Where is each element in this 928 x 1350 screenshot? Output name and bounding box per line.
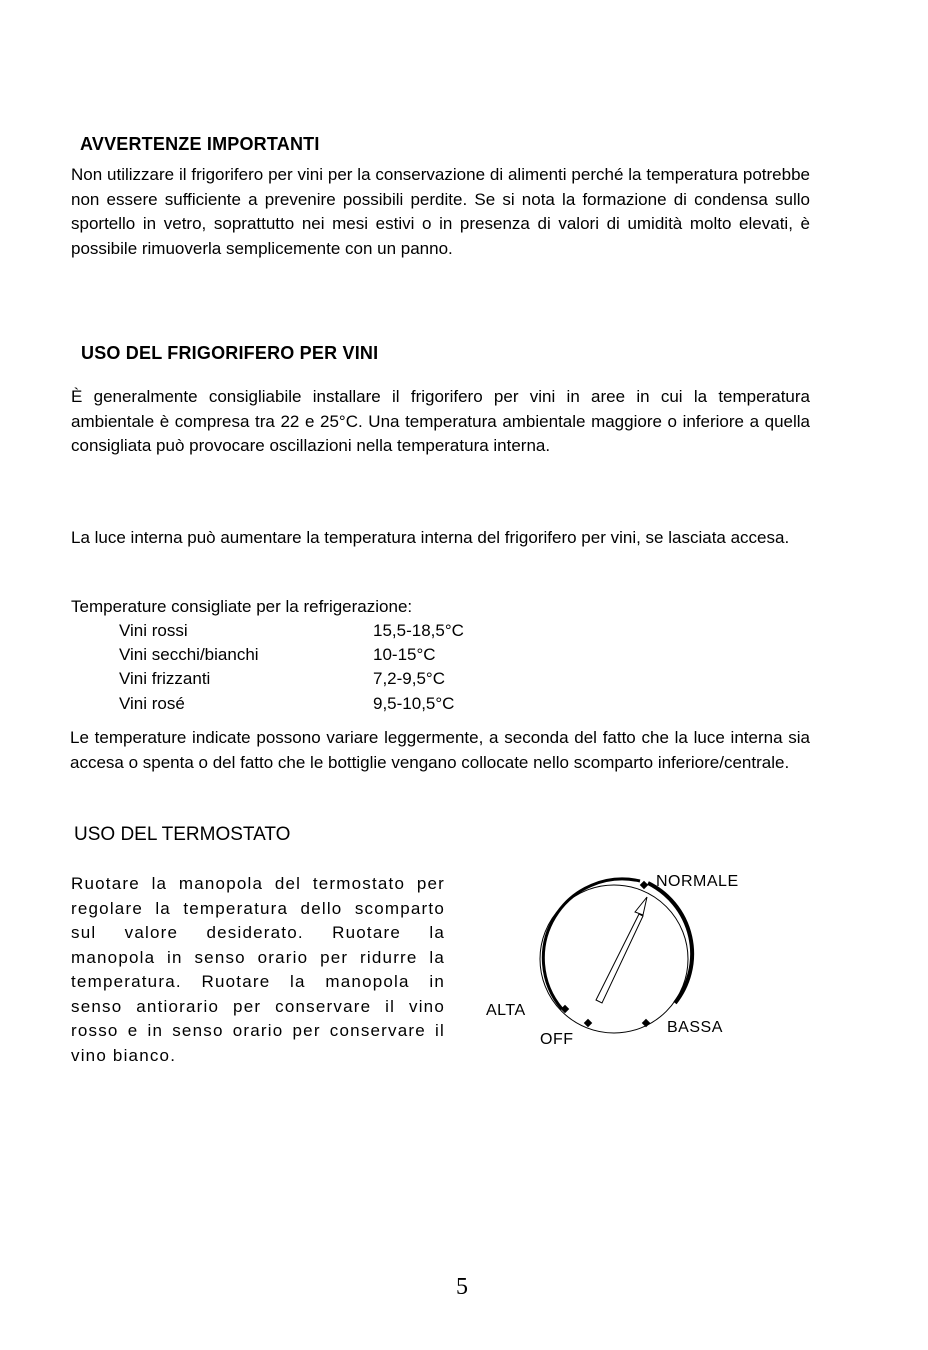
wine-type: Vini rossi — [119, 621, 188, 640]
wine-temperature: 15,5-18,5°C — [373, 621, 464, 640]
dial-label-normale: NORMALE — [656, 873, 739, 890]
paragraph-termostato: Ruotare la manopola del termostato per regolare la temperatura dello scomparto sul valore desiderato. Ruotare la manopola in senso orario per ridurre la temperatura. Ruotare la manopola in senso antiorario per conservare il vino rosso e in senso orario per conservare il vino bianco. — [71, 874, 445, 1065]
temperature-intro: Temperature consigliate per la refrigerazione: — [71, 597, 413, 616]
temperature-row — [119, 643, 519, 667]
temperature-row — [119, 619, 519, 643]
page-number: 5 — [456, 1274, 468, 1300]
dial-pointer — [596, 897, 647, 1003]
section-title-uso-frigorifero: USO DEL FRIGORIFERO PER VINI — [81, 343, 379, 363]
wine-type: Vini secchi/bianchi — [119, 645, 259, 664]
marker-bassa — [642, 1019, 650, 1027]
temperature-row — [119, 692, 519, 716]
marker-off — [584, 1019, 592, 1027]
dial-label-bassa: BASSA — [667, 1019, 723, 1036]
wine-temperature: 10-15°C — [373, 645, 436, 664]
wine-temperature: 9,5-10,5°C — [373, 694, 455, 713]
section-title-termostato: USO DEL TERMOSTATO — [74, 824, 291, 845]
dial-scale-arc-right — [648, 883, 692, 1003]
dial-scale-arc-left — [543, 879, 640, 1009]
temperature-row — [119, 667, 519, 691]
thermostat-dial-diagram — [470, 860, 770, 1060]
wine-type: Vini frizzanti — [119, 669, 211, 688]
marker-normale — [640, 881, 648, 889]
paragraph-variazioni: Le temperature indicate possono variare leggermente, a seconda del fatto che la luce interna sia accesa o spenta o del fatto che le bottiglie vengano collocate nello scomparto inferiore/centrale. — [70, 728, 810, 772]
paragraph-luce-interna: La luce interna può aumentare la temperatura interna del frigorifero per vini, se lasciata accesa. — [71, 528, 790, 547]
section-title-avvertenze: AVVERTENZE IMPORTANTI — [80, 134, 320, 154]
paragraph-temperatura-ambientale: È generalmente consigliabile installare il frigorifero per vini in aree in cui la temperatura ambientale è compresa tra 22 e 25°C. Una temperatura ambientale maggiore o inferiore a quella consigliata può provocare oscillazioni nella temperatura interna. — [71, 387, 810, 455]
wine-temperature: 7,2-9,5°C — [373, 669, 446, 688]
wine-type: Vini rosé — [119, 694, 185, 713]
paragraph-avvertenze: Non utilizzare il frigorifero per vini per la conservazione di alimenti perché la temperatura potrebbe non essere sufficiente a prevenire possibili perdite. Se si nota la formazione di condensa sullo sportello in vetro, soprattutto nei mesi estivi o in presenza di valori di umidità molto elevati, è possibile rimuoverla semplicemente con un panno. — [71, 165, 810, 258]
dial-label-alta: ALTA — [486, 1002, 526, 1019]
dial-label-off: OFF — [540, 1031, 574, 1048]
